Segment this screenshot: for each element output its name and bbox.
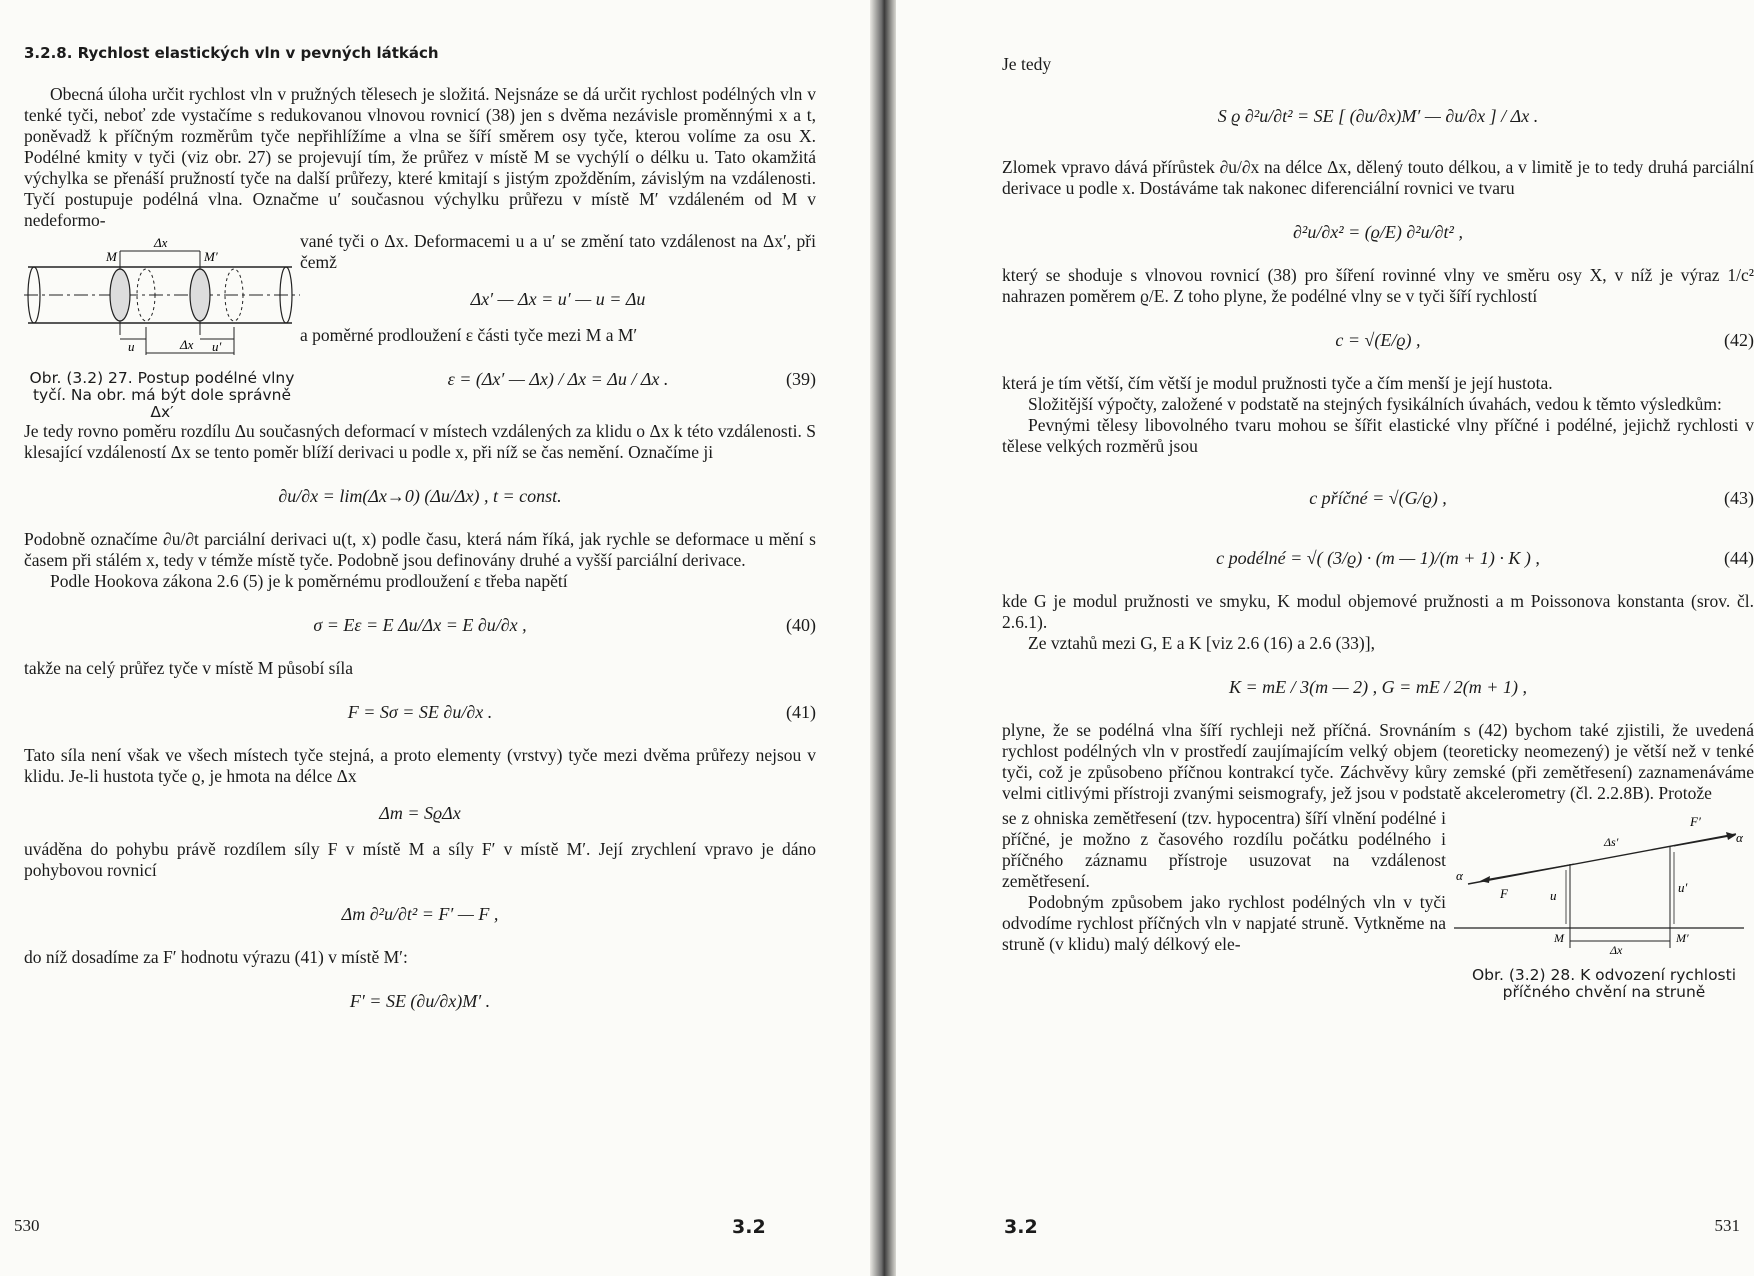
paragraph: Podobně označíme ∂u/∂t parciální derivaci u(t, x) podle času, která nám říká, jak rychle se deformace u mění s časem při stálém x, tedy v témže místě tyče. Podobně jsou definovány druhé a vyšší parciální derivace.	[24, 529, 816, 570]
paragraph: se z ohniska zemětřesení (tzv. hypocentra) šíří vlnění podélné i příčné, je možno z časového rozdílu počátku podélného i příčného záznamu přístroje usuzovat na vzdálenost zemětřesení.	[1002, 808, 1446, 891]
paragraph: která je tím větší, čím větší je modul pružnosti tyče a čím menší je její hustota.	[1002, 373, 1553, 393]
paragraph: Obecná úloha určit rychlost vln v pružných tělesech je složitá. Nejsnáze se dá určit rychlost podélných vln v tenké tyči, neboť zde vystačíme s redukovanou vlnovou rovnicí (38) jen s dvěma nezávisle proměnnými x a t, poněvadž k příčným rozměrům tyče nepřihlížíme a vlna se šíří směrem osy tyče, kterou volíme za osu X. Podélné kmity v tyči (viz obr. 27) se projevují tím, že průřez v místě M se vychýlí o délku u. Tato okamžitá výchylka se přenáší pružností tyče na další průřezy, které kmitají s jistým zpožděním, závislým na vzdálenosti. Tyčí postupuje podélná vlna. Označme u′ současnou výchylku průřezu v místě M′ vzdáleném od M v nedeformo-	[24, 84, 816, 230]
equation: Δx′ — Δx = u′ — u = Δu	[470, 289, 646, 309]
equation-43	[1002, 471, 1754, 525]
equation-44-body: c podélné = √( (3/ϱ) · (m — 1)/(m + 1) · K ) ,	[1216, 548, 1540, 568]
paragraph: Pevnými tělesy libovolného tvaru mohou se šířit elastické vlny příčné i podélné, jejichž rychlosti v tělese velkých rozměrů jsou	[1002, 415, 1754, 456]
paragraph: kde G je modul pružnosti ve smyku, K modul objemové pružnosti a m Poissonova konstanta (srov. čl. 2.6.1).	[1002, 591, 1754, 632]
paragraph: Zlomek vpravo dává přírůstek ∂u/∂x na délce Δx, dělený touto délkou, a v limitě je to tedy druhá parciální derivace u podle x. Dostáváme tak nakonec diferenciální rovnici ve tvaru	[1002, 157, 1754, 198]
equation-39-number: (39)	[786, 369, 816, 389]
section-footer: 3.2	[732, 1216, 766, 1238]
paragraph: do níž dosadíme za F′ hodnotu výrazu (41) v místě M′:	[24, 947, 408, 967]
paragraph: plyne, že se podélná vlna šíří rychleji než příčná. Srovnáním s (42) bychom také zjistili, že uvedená rychlost podélných vln v prostředí zaujímajícím velký objem (teoreticky neomezený) je větší než v tenké tyči, což je způsobeno příčnou kontrakcí tyče. Záchvěvy kůry zemské (při zemětřesení) zaznamenáváme velmi citlivými přístroji zvanými seismografy, jež jsou v podstatě akcelerometry (čl. 2.2.8B). Protože	[1002, 720, 1754, 803]
equation-41-number: (41)	[786, 702, 816, 722]
paragraph: Ze vztahů mezi G, E a K [viz 2.6 (16) a 2.6 (33)],	[1028, 633, 1375, 653]
paragraph: takže na celý průřez tyče v místě M působí síla	[24, 658, 353, 678]
string-diagram	[1454, 808, 1744, 958]
paragraph: a poměrné prodloužení ε části tyče mezi M a M′	[300, 325, 638, 345]
equation-40-number: (40)	[786, 615, 816, 635]
rod-diagram	[24, 231, 300, 361]
fig27-label-u: u	[128, 339, 135, 354]
equation-42	[1002, 313, 1754, 367]
figure-27-side-text	[300, 231, 816, 421]
figure-27-block	[24, 231, 816, 421]
equation: ∂u/∂x = lim(Δx→0) (Δu/Δx) , t = const.	[278, 486, 562, 506]
equation: ∂²u/∂x² = (ϱ/E) ∂²u/∂t² ,	[1293, 222, 1463, 242]
right-page	[880, 0, 1754, 1276]
equation: F′ = SE (∂u/∂x)M′ .	[349, 991, 491, 1011]
equation-39	[300, 352, 816, 406]
equation-40-body: σ = Eε = E Δu/Δx = E ∂u/∂x ,	[313, 615, 527, 635]
paragraph: který se shoduje s vlnovou rovnicí (38) pro šíření rovinné vlny ve směru osy X, v níž je výraz 1/c² nahrazen poměrem ϱ/E. Z toho plyne, že podélné vlny se v tyči šíří rychlostí	[1002, 265, 1754, 306]
equation: S ϱ ∂²u/∂t² = SE [ (∂u/∂x)M′ — ∂u/∂x ] / Δx .	[1217, 106, 1539, 126]
equation: Δm ∂²u/∂t² = F′ — F ,	[341, 904, 499, 924]
fig28-label-m-prime: M′	[1676, 931, 1689, 945]
fig27-label-dx: Δx	[154, 235, 168, 250]
equation-39-body: ε = (Δx′ — Δx) / Δx = Δu / Δx .	[447, 369, 669, 389]
paragraph: Je tedy	[1002, 54, 1052, 74]
fig28-label-f: F	[1500, 886, 1508, 901]
page-number: 530	[14, 1216, 40, 1235]
equation-41	[24, 685, 816, 739]
figure-28-caption: Obr. (3.2) 28. K odvození rychlosti příčného chvění na struně	[1471, 966, 1737, 1001]
equation-42-number: (42)	[1724, 330, 1754, 350]
fig27-label-u-prime: u′	[212, 339, 222, 354]
fig27-label-m: M	[106, 249, 117, 264]
fig27-label-m-prime: M′	[204, 249, 218, 264]
equation: K = mE / 3(m — 2) , G = mE / 2(m + 1) ,	[1229, 677, 1527, 697]
figure-27-caption: Obr. (3.2) 27. Postup podélné vlny tyčí. Na obr. má být dole správně Δx′	[29, 369, 295, 421]
fig27-label-dx-bottom: Δx	[180, 337, 194, 352]
figure-28	[1446, 808, 1754, 1001]
fig28-label-u-prime: u′	[1678, 880, 1688, 895]
section-footer: 3.2	[1004, 1216, 1038, 1238]
paragraph: uváděna do pohybu právě rozdílem síly F v místě M a síly F′ v místě M′. Její zrychlení vpravo je dáno pohybovou rovnicí	[24, 839, 816, 880]
paragraph: Tato síla není však ve všech místech tyče stejná, a proto elementy (vrstvy) tyče mezi dvěma průřezy nejsou v klidu. Je-li hustota tyče ϱ, je hmota na délce Δx	[24, 745, 816, 786]
equation: Δm = SϱΔx	[379, 803, 461, 823]
equation-44-number: (44)	[1724, 548, 1754, 568]
equation-41-body: F = Sσ = SE ∂u/∂x .	[347, 702, 493, 722]
paragraph: Je tedy rovno poměru rozdílu Δu současných deformací v místech vzdálených za klidu o Δx k této vzdálenosti. S klesající vzdáleností Δx se tento poměr blíží derivaci u podle x, při níž se čas nemění. Označíme ji	[24, 421, 816, 462]
equation-42-body: c = √(E/ϱ) ,	[1335, 330, 1421, 350]
paragraph: Podle Hookova zákona 2.6 (5) je k poměrnému prodloužení ε třeba napětí	[50, 571, 568, 591]
figure-28-side-text	[1002, 808, 1446, 1001]
equation-44	[1002, 531, 1754, 585]
fig28-label-f-prime: F′	[1690, 814, 1701, 829]
section-title: 3.2.8. Rychlost elastických vln v pevných látkách	[24, 44, 439, 62]
equation-43-body: c příčné = √(G/ϱ) ,	[1309, 488, 1447, 508]
fig28-label-alpha-right: α	[1736, 830, 1743, 845]
paragraph: Složitější výpočty, založené v podstatě na stejných fysikálních úvahách, vedou k těmto výsledkům:	[1028, 394, 1722, 414]
figure-28-block	[1002, 808, 1754, 1001]
fig28-label-ds: Δs′	[1604, 835, 1619, 849]
fig28-label-m: M	[1554, 931, 1564, 945]
paragraph: Podobným způsobem jako rychlost podélných vln v tyči odvodíme rychlost příčných vln v napjaté struně. Vytkněme na struně (v klidu) malý délkový ele-	[1002, 892, 1446, 954]
page-number: 531	[1714, 1216, 1740, 1235]
fig28-label-alpha-left: α	[1456, 868, 1463, 883]
fig28-label-u: u	[1550, 888, 1557, 903]
equation-40	[24, 598, 816, 652]
paragraph: vané tyči o Δx. Deformacemi u a u′ se změní tato vzdálenost na Δx′, při čemž	[300, 231, 816, 272]
fig28-label-dx: Δx	[1610, 943, 1623, 957]
figure-27	[24, 231, 300, 421]
equation-43-number: (43)	[1724, 488, 1754, 508]
book-gutter	[870, 0, 896, 1276]
